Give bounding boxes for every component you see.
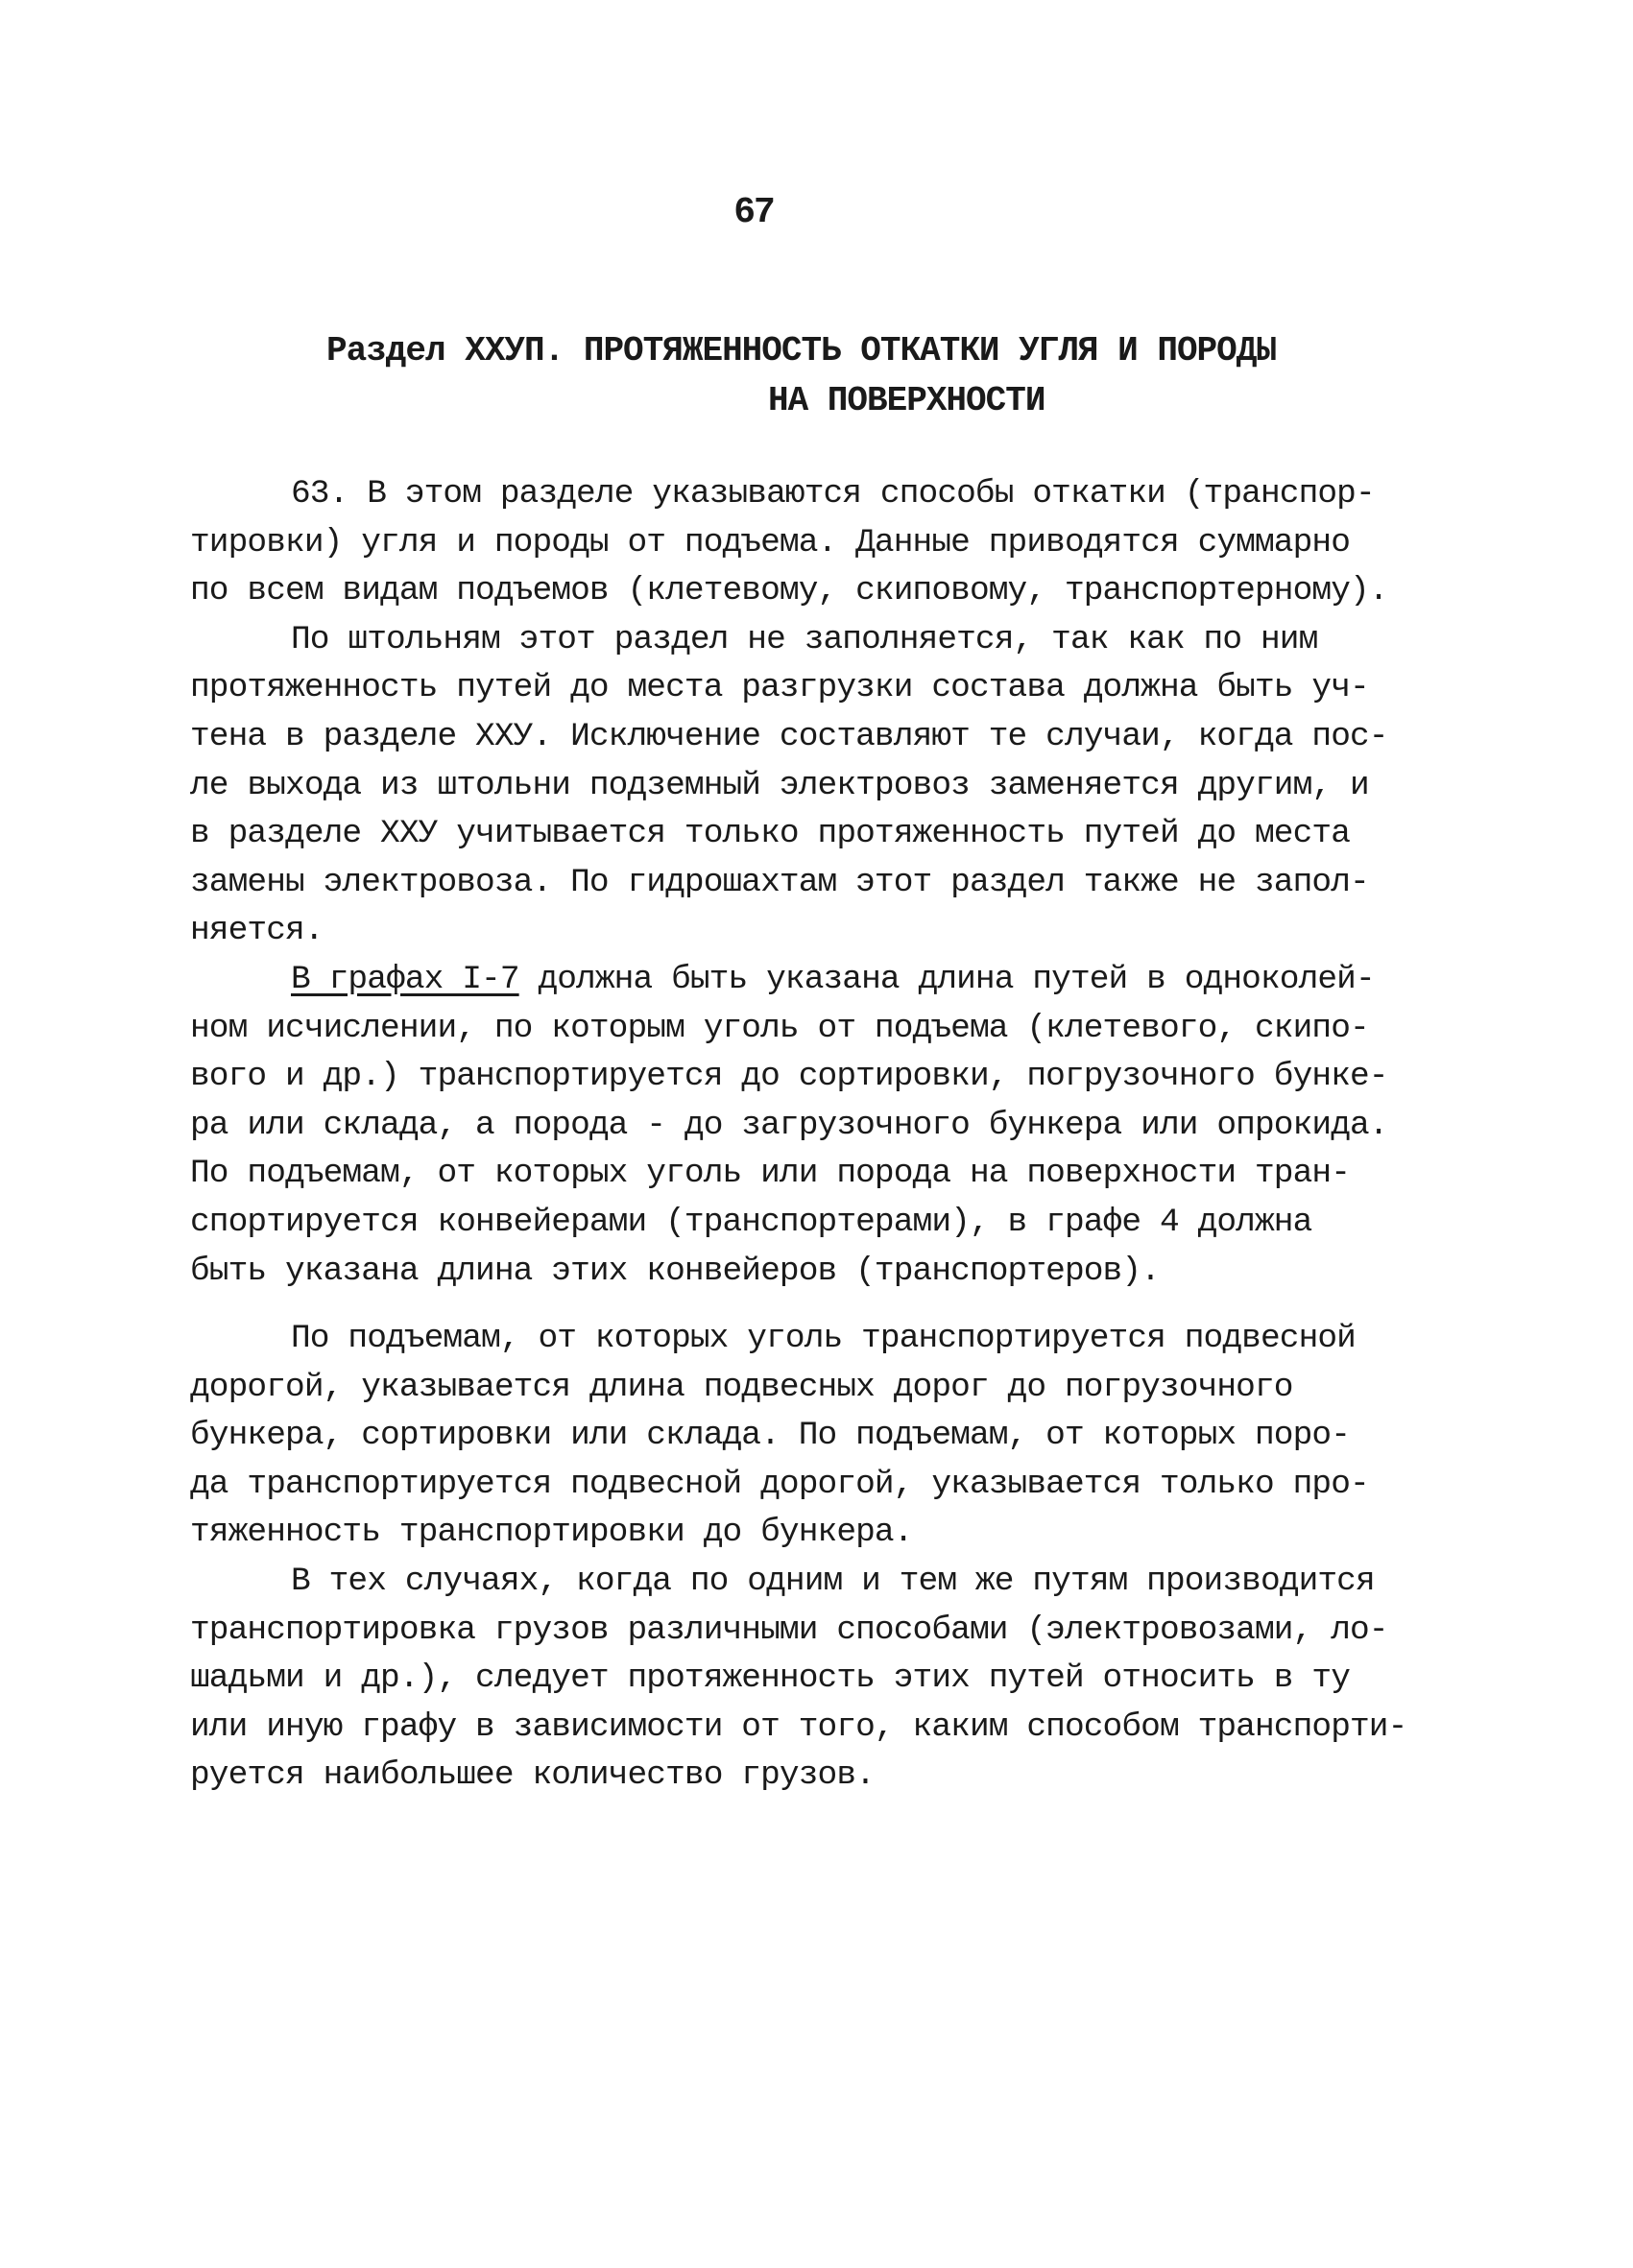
text-line: шадьми и др.), следует протяженность этих путей относить в ту xyxy=(190,1659,1351,1698)
text-line: По штольням этот раздел не заполняется, так как по ним xyxy=(291,620,1318,658)
text-line: тировки) угля и породы от подъема. Данные приводятся суммарно xyxy=(190,523,1351,561)
text-line: да транспортируется подвесной дорогой, указывается только про- xyxy=(190,1465,1369,1503)
underlined-reference: В графах I-7 xyxy=(291,960,519,998)
text-line: в разделе ХХУ учитывается только протяженность путей до места xyxy=(190,815,1351,853)
text-line: транспортировка грузов различными способами (электровозами, ло- xyxy=(190,1611,1388,1649)
section-title-line-1: Раздел ХХУП. ПРОТЯЖЕННОСТЬ ОТКАТКИ УГЛЯ И ПОРОДЫ xyxy=(326,331,1276,370)
text-line: няется. xyxy=(190,912,324,950)
paragraph-columns xyxy=(190,956,1467,1296)
text-line: 63. В этом разделе указываются способы откатки (транспор- xyxy=(291,475,1375,513)
text-line: по всем видам подъемов (клетевому, скиповому, транспортерному). xyxy=(190,572,1388,610)
text-line: быть указана длина этих конвейеров (транспортеров). xyxy=(190,1252,1160,1290)
text-line: бункера, сортировки или склада. По подъемам, от которых поро- xyxy=(190,1417,1351,1455)
text-line: протяженность путей до места разгрузки состава должна быть уч- xyxy=(190,669,1369,707)
section-title xyxy=(326,326,1306,426)
text-line: ле выхода из штольни подземный электровоз заменяется другим, и xyxy=(190,766,1369,804)
text-run: должна быть указана длина путей в одноколей- xyxy=(518,960,1375,998)
text-line: руется наибольшее количество грузов. xyxy=(190,1756,875,1795)
document-body xyxy=(190,470,1467,1801)
text-line: По подъемам, от которых уголь или порода на поверхности тран- xyxy=(190,1155,1351,1193)
text-line: вого и др.) транспортируется до сортировки, погрузочного бунке- xyxy=(190,1058,1388,1096)
text-line: ра или склада, а порода - до загрузочного бункера или опрокида. xyxy=(190,1106,1388,1144)
text-line: спортируется конвейерами (транспортерами), в графе 4 должна xyxy=(190,1203,1312,1241)
paragraph-mixed-transport xyxy=(190,1558,1467,1801)
text-line: ном исчислении, по которым уголь от подъема (клетевого, скипо- xyxy=(190,1009,1369,1047)
text-line: В тех случаях, когда по одним и тем же путям производится xyxy=(291,1563,1375,1601)
text-line: дорогой, указывается длина подвесных дорог до погрузочного xyxy=(190,1368,1293,1406)
section-title-line-2: НА ПОВЕРХНОСТИ xyxy=(768,381,1045,420)
text-line: замены электровоза. По гидрошахтам этот раздел также не запол- xyxy=(190,863,1369,901)
text-line xyxy=(190,956,1467,1005)
paragraph-adits xyxy=(190,616,1467,956)
text-line: или иную графу в зависимости от того, каким способом транспорти- xyxy=(190,1707,1407,1746)
text-line: По подъемам, от которых уголь транспортируется подвесной xyxy=(291,1320,1356,1358)
page-number: 67 xyxy=(733,192,774,233)
text-line: тена в разделе ХХУ. Исключение составляют те случаи, когда пос- xyxy=(190,717,1388,755)
paragraph-ropeway xyxy=(190,1315,1467,1558)
text-line: тяженность транспортировки до бункера. xyxy=(190,1514,913,1552)
paragraph-63 xyxy=(190,470,1467,616)
